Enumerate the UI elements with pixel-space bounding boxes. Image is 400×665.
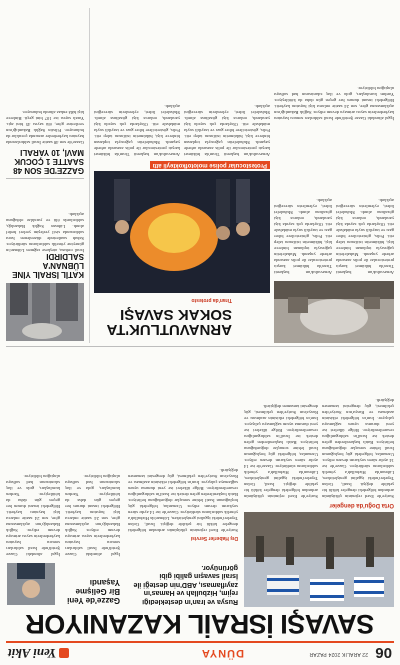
column-rule: [89, 8, 90, 343]
header-rule: [6, 641, 394, 643]
right-divider: [6, 178, 84, 179]
gaza-count-body-text: Gazze'de son 48 saatte İsrail saldırılarında hayatını kaybedenler arasında çocuklar da bulunuyor. Filistin Sağlık Bakanlığı'nın verilerine göre, ölü sayısı 45 bini aştı. Yaralı sayısı ise 107 bini geçti. Binlerce kişi hâlâ enkaz altında bulunuyor.: [6, 110, 84, 145]
lebanon-body-text: İsrail ordusu, ateşkese rağmen Lübnan'ın güneyine yönelik saldırılarını sürdürüyor. Sabah saatlerinde düzenlenen hava saldırısında sivil yerleşim yerleri hedef alındı. Lübnan Sağlık Bakanlığı, saldırılarda ölü ve yaralılar olduğunu açıkladı.: [6, 212, 84, 253]
logo-text: Yeni Akit: [8, 646, 57, 661]
page-number: 06: [375, 644, 392, 661]
gaza-body-text: İşgal altındaki Gazze Şeridi'nde İsrail saldırıları sonucu hayatını kaybedenlerin sayısı artmaya devam ediyor. Sağlık Bakanlığı'nın açıklamasına göre, son 24 saatte onlarca kişi hayatını kaybetti. Bölgedeki insani durum her geçen gün daha da kötüleşiyor. Yardım kuruluşları, gıda ve ilaç sıkıntısının had safhaya ulaştığını bildiriyor.: [65, 474, 120, 557]
section-title: DÜNYA: [200, 647, 244, 659]
main-deck: Rusya ve İran'ın desteklediği rejim, Hizbullah ve Hamas'ın zayıflaması, ABD'nin desteği ile İsrail savaşın galibi gibi görünüyor.: [133, 564, 238, 605]
section-divider: [6, 346, 394, 347]
albania-body-text-col2: Arnavutluk'un başkenti Tiran'da hükümet karşıtı protestocular ile polis arasında arbede yaşandı. Muhalefetin çağrısıyla toplanan binlerce kişi, hükümetin istifasını talep etti. Polis, göstericilere biber gazı ve tazyikli suyla müdahale etti. Olaylarda çok sayıda kişi yaralandı, onlarca kişi gözaltına alındı. Muhalefet lideri, eylemlerin süreceğini açıkladı.: [274, 198, 332, 275]
gaza-headline: Gazze'de Yeni Bir Gelişme Yaşandı: [67, 578, 120, 605]
main-body-text-col2: Suriye'de Esed rejiminin çöküşünün ardından bölgedeki dengeler köklü bir şekilde değişti. İsrail, Golan Tepeleri'ndeki işgalini genişletirken, Lübnan'da Hizbullah'a yönelik saldırılarını sürdürüyor. Gazze'de ise 14 aydır süren soykırım devam ediyor. Uzmanlar, bölgedeki güç boşluğunun İsrail lehine sonuçlar doğurduğunu belirtiyor. Batılı başkentlerden gelen destek ise İsrail'in saldırganlığını cesaretlendiriyor. Bölge ülkeleri ise yeni duruma uyum sağlamaya çalışıyor. İran'ın bölgedeki etkisinin azalması ve Rusya'nın Suriye'den çekilmesi, güç dengesini tamamen değiştirdi.: [244, 404, 318, 499]
albania-body-text-col3: Arnavutluk'un başkenti Tiran'da hükümet karşıtı protestocular ile polis arasında arbede yaşandı. Muhalefetin çağrısıyla toplanan binlerce kişi, hükümetin istifasını talep etti. Polis, göstericilere biber gazı ve tazyikli suyla müdahale etti. Olaylarda çok sayıda kişi yaralandı, onlarca kişi gözaltına alındı. Muhalefet lideri, eylemlerin süreceğini açıkladı.: [184, 104, 270, 157]
page-header: [6, 645, 394, 661]
main-body-text: Suriye'de Esed rejiminin çöküşünün ardından bölgedeki dengeler köklü bir şekilde değişti. İsrail, Golan Tepeleri'ndeki işgalini genişletirken, Lübnan'da Hizbullah'a yönelik saldırılarını sürdürüyor. Gazze'de ise 14 aydır süren soykırım devam ediyor. Uzmanlar, bölgedeki güç boşluğunun İsrail lehine sonuçlar doğurduğunu belirtiyor. Batılı başkentlerden gelen destek ise İsrail'in saldırganlığını cesaretlendiriyor. Bölge ülkeleri ise yeni duruma uyum sağlamaya çalışıyor. İran'ın bölgedeki etkisinin azalması ve Rusya'nın Suriye'den çekilmesi, güç dengesini tamamen değiştirdi.: [322, 398, 394, 499]
lebanon-photo: [6, 283, 84, 341]
albania-kicker: Tiran'da protesto: [191, 297, 232, 303]
main-body-text-col3: Suriye'de Esed rejiminin çöküşünün ardından bölgedeki dengeler köklü bir şekilde değişti. İsrail, Golan Tepeleri'ndeki işgalini genişletirken, Lübnan'da Hizbullah'a yönelik saldırılarını sürdürüyor. Gazze'de ise 14 aydır süren soykırım devam ediyor. Uzmanlar, bölgedeki güç boşluğunun İsrail lehine sonuçlar doğurduğunu belirtiyor. Batılı başkentlerden gelen destek ise İsrail'in saldırganlığını cesaretlendiriyor. Bölge ülkeleri ise yeni duruma uyum sağlamaya çalışıyor. İran'ın bölgedeki etkisinin azalması ve Rusya'nın Suriye'den çekilmesi, güç dengesini tamamen değiştirdi.: [128, 468, 238, 533]
albania-body-text-col4: Arnavutluk'un başkenti Tiran'da hükümet karşıtı protestocular ile polis arasında arbede yaşandı. Muhalefetin çağrısıyla toplanan binlerce kişi, hükümetin istifasını talep etti. Polis, göstericilere biber gazı ve tazyikli suyla müdahale etti. Olaylarda çok sayıda kişi yaralandı, onlarca kişi gözaltına alındı. Muhalefet lideri, eylemlerin süreceğini açıkladı.: [94, 104, 180, 157]
protest-photo: [94, 171, 270, 293]
gaza-body-text-col2: İşgal altındaki Gazze Şeridi'nde İsrail saldırıları sonucu hayatını kaybedenlerin sayısı artmaya devam ediyor. Sağlık Bakanlığı'nın açıklamasına göre, son 24 saatte onlarca kişi hayatını kaybetti. Bölgedeki insani durum her geçen gün daha da kötüleşiyor. Yardım kuruluşları, gıda ve ilaç sıkıntısının had safhaya ulaştığını bildiriyor.: [6, 474, 60, 557]
date-line: 22 ARALIK 2024 PAZAR: [309, 651, 368, 657]
albania-body-text-col5: İşgal altındaki Gazze Şeridi'nde İsrail saldırıları sonucu hayatını kaybedenlerin sayısı artmaya devam ediyor. Sağlık Bakanlığı'nın açıklamasına göre, son 24 saatte onlarca kişi hayatını kaybetti. Bölgedeki insani durum her geçen gün daha da kötüleşiyor. Yardım kuruluşları, gıda ve ilaç sıkıntısının had safhaya ulaştığını bildiriyor.: [274, 86, 394, 121]
bombing-photo: [274, 281, 394, 343]
main-author: Dış Haberler Servisi: [190, 535, 238, 541]
main-subhead: Orta Doğu'da dengeler: [329, 502, 394, 508]
protest-caption: Protestocular polise molotofkokteyli attı: [150, 161, 270, 169]
albania-body-text: Arnavutluk'un başkenti Tiran'da hükümet karşıtı protestocular ile polis arasında arbede yaşandı. Muhalefetin çağrısıyla toplanan binlerce kişi, hükümetin istifasını talep etti. Polis, göstericilere biber gazı ve tazyikli suyla müdahale etti. Olaylarda çok sayıda kişi yaralandı, onlarca kişi gözaltına alındı. Muhalefet lideri, eylemlerin süreceğini açıkladı.: [336, 198, 394, 275]
gaza-count-headline: GAZZE'DE SON 48 SAATTE 1 ÇOCUK MAVİ, 10 YARALI: [13, 148, 84, 175]
gaza-portrait-photo: [7, 563, 55, 605]
newspaper-logo: [8, 645, 69, 661]
albania-headline: ARNAVUTLUK'TA SOKAK SAVAŞI: [107, 306, 232, 338]
lebanon-headline: KATİL İSRAİL YİNE LÜBNAN'A SALDIRDI: [12, 252, 84, 279]
flags-photo: [244, 512, 394, 607]
logo-mark-icon: [59, 648, 69, 658]
main-headline: SAVAŞI İSRAİL KAZANIYOR: [25, 609, 375, 639]
